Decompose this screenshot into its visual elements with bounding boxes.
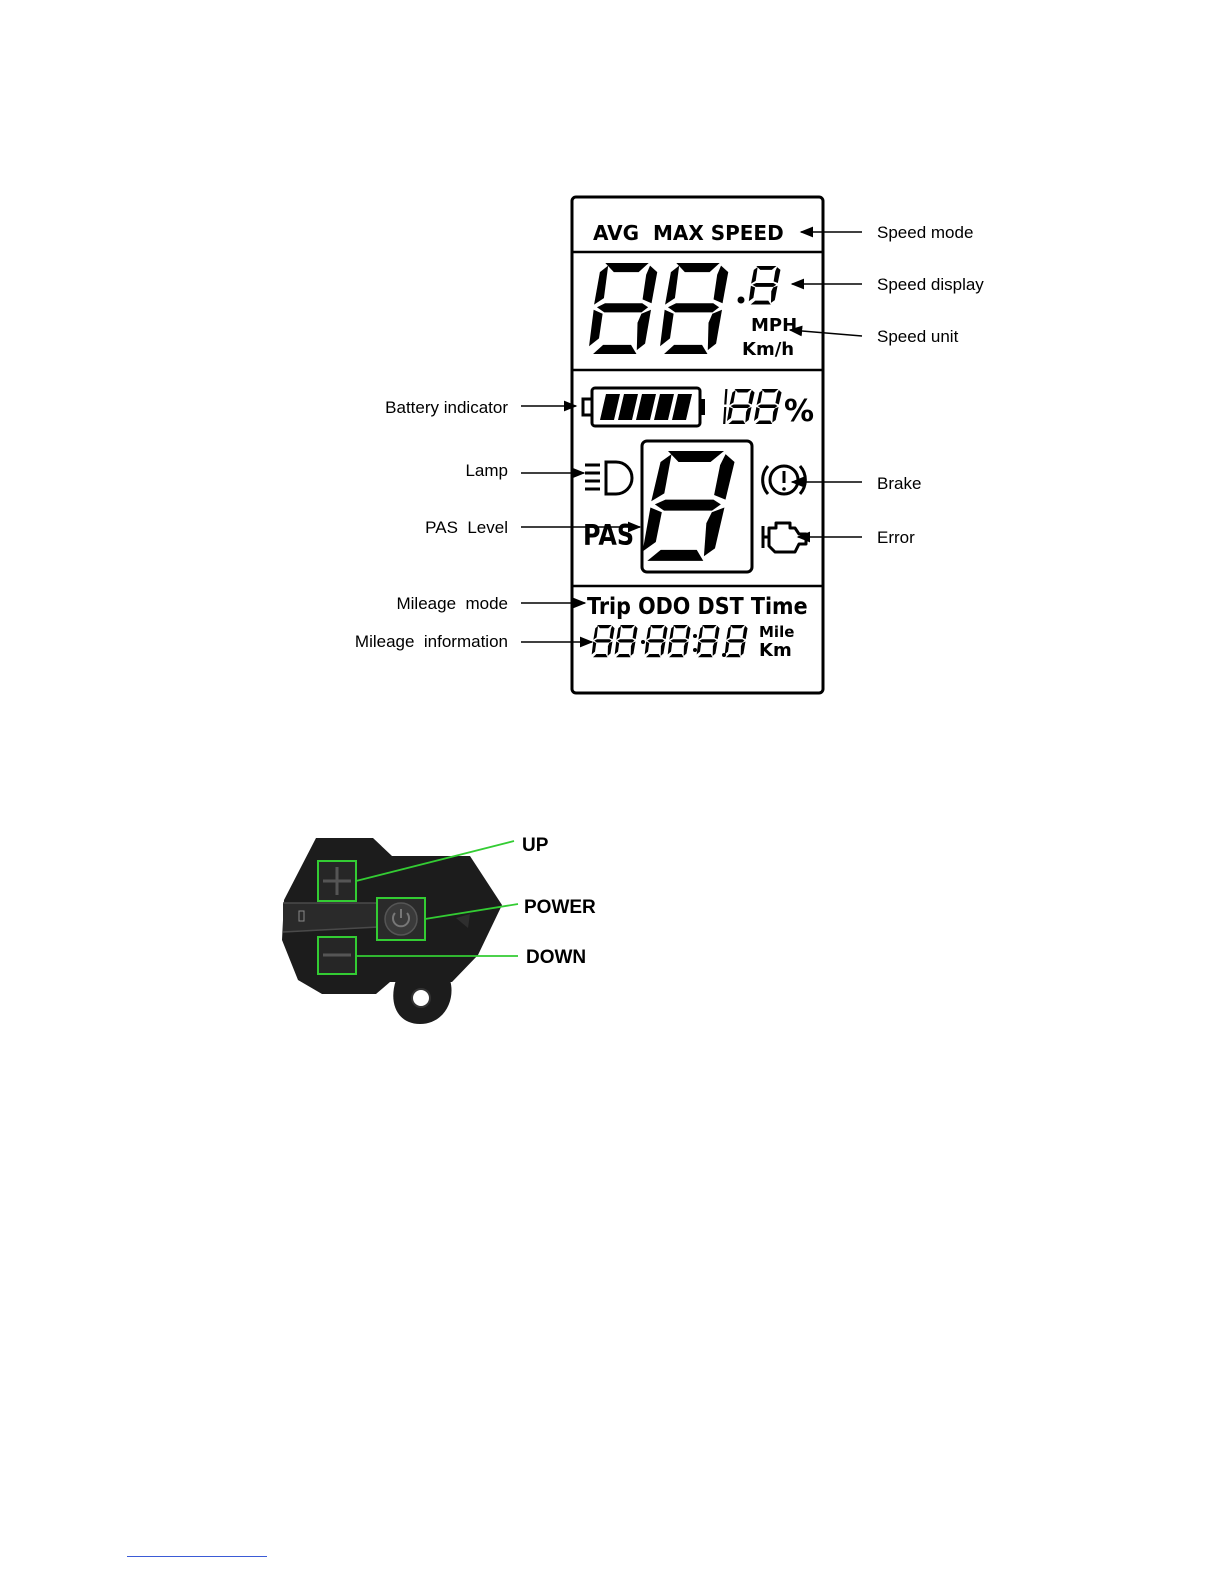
label-error: Error [877,528,915,547]
down-button[interactable] [318,937,356,974]
label-speed-unit: Speed unit [877,327,959,346]
label-pas-level: PAS Level [425,518,508,537]
power-label: POWER [524,897,596,918]
mileage-unit-mile: Mile [759,623,795,641]
mileage-unit-km: Km [759,640,792,661]
speed-unit-kmh: Km/h [742,339,795,360]
power-button[interactable] [377,898,425,940]
lcd-panel [572,197,823,693]
speed-decimal-point [738,297,745,304]
pas-text: PAS [583,520,635,553]
battery-percent-sign: % [784,394,815,429]
label-speed-mode: Speed mode [877,223,974,242]
up-button[interactable] [318,861,356,901]
mileage-mode-text: Trip ODO DST Time [587,593,808,621]
label-speed-display: Speed display [877,275,984,294]
label-brake: Brake [877,474,922,493]
down-label: DOWN [526,947,587,968]
speed-mode-text: AVG MAX SPEED [593,221,784,245]
up-label: UP [522,835,549,856]
label-lamp: Lamp [465,461,508,480]
label-mileage-information: Mileage information [354,632,508,651]
label-battery-indicator: Battery indicator [385,398,508,417]
speed-unit-mph: MPH [751,315,798,336]
footnote-separator [127,1556,267,1557]
label-mileage-mode: Mileage mode [396,594,508,613]
